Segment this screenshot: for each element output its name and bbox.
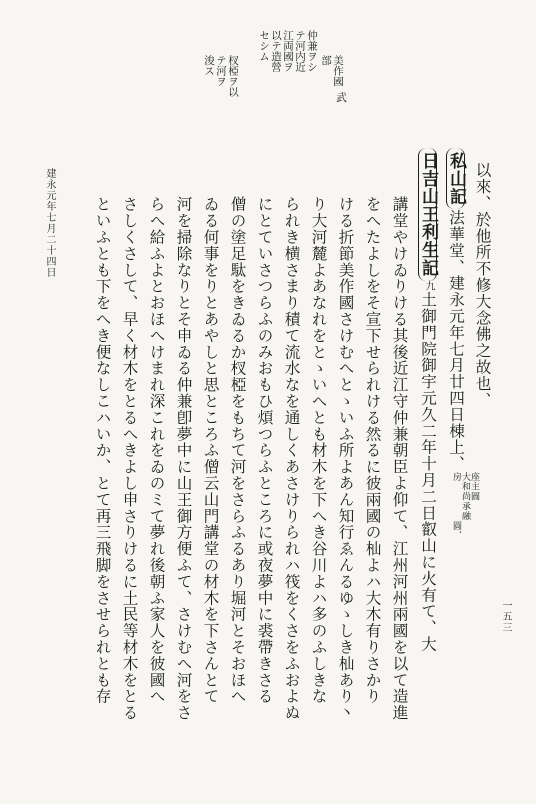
marginal-note-line: 杈椏ヲ以 [227, 55, 239, 97]
body-line-2 [446, 148, 478, 540]
body-line-14: さしくさして、早く材木をとるへきよし申さりけるに土民等材木をとる [120, 196, 139, 721]
body-line-3-text: 土御門院御宇元久二年十月二日叡山に火有て、大 [419, 291, 437, 653]
annotation-small-2: 圓、 [451, 520, 461, 541]
source-title-bracket: 私山記 [446, 148, 465, 209]
marginal-note-extra: 武 [335, 92, 347, 103]
marginal-note-block-3 [203, 55, 239, 97]
body-line-1: 以來、於他所不修大念佛之故也、 [473, 162, 492, 408]
body-line-7: り大河麓よあなれをとゝいへとも材木を下へき谷川よハ多のふしきな [309, 196, 328, 705]
marginal-note-line: テ河ヲ [215, 55, 227, 87]
marginal-note-line: 浚ス [203, 55, 215, 76]
source-title-bracket: 日吉山王利生記 [418, 148, 437, 281]
body-line-11: ゐる何事をりとあやしと思ところふ僧云山門講堂の材木を下さんとて [201, 196, 220, 705]
body-line-8: られき横さまり積て流水なを通しくあさけりられハ筏をくさをふおよぬ [282, 196, 301, 721]
marginal-note-line: 以テ造營 [270, 30, 282, 72]
marginal-note-line: セシム [258, 30, 270, 62]
marginal-note-line: 仲兼ヲシ [306, 30, 318, 72]
marginal-note-line: 部 [320, 55, 332, 66]
running-date: 建永元年七月二十四日 [44, 168, 55, 278]
marginal-note-line: 江両國ヲ [282, 30, 294, 72]
volume-number: 九 [423, 280, 434, 292]
body-line-13: らへ給ふよとおほへけまれ深これをゐのミて夢れ後朝ふ家人を彼國へ [147, 196, 166, 705]
page-number: 一五三 [500, 600, 511, 633]
body-line-15: といふとも下をへき便なしこハいか、とて再三飛脚をさせられとも存 [93, 196, 112, 705]
marginal-note-block-1 [258, 30, 318, 72]
marginal-note-line: 美作國 [332, 55, 344, 87]
body-line-3 [418, 148, 437, 652]
body-line-9: にとていさつらふのみおもひ煩つらふところに或夜夢中に裘帶きさる [255, 196, 274, 705]
body-line-2-text: 法華堂、建永元年七月廿四日棟上、 [447, 209, 465, 472]
body-line-12: 河を掃除なりとそ申ゐる仲兼卽夢中に山王御方便ふて、さけむへ河をさ [174, 196, 193, 721]
body-line-4: 講堂やけゐりける其後近江守仲兼朝臣よ仰て、江州河州兩國を以て造進 [390, 196, 409, 721]
marginal-note-block-2 [320, 55, 344, 87]
body-line-10: 僧の塗足駄をきゐるか杈椏をもちて河をさらふるあり堀河とそおほへ [228, 196, 247, 705]
body-line-5: をへたよしをそ宣下せられける然るに彼兩國の杣よハ大木有りさかり [363, 196, 382, 705]
body-line-6: ける折節美作國さけむへとゝいふ所よあん知行ゑんるゆゝしき杣あり丶 [336, 196, 355, 721]
marginal-note-line: テ河内近 [294, 30, 306, 72]
annotation-small: 座主圓 大和尚承融 房 [451, 471, 479, 521]
